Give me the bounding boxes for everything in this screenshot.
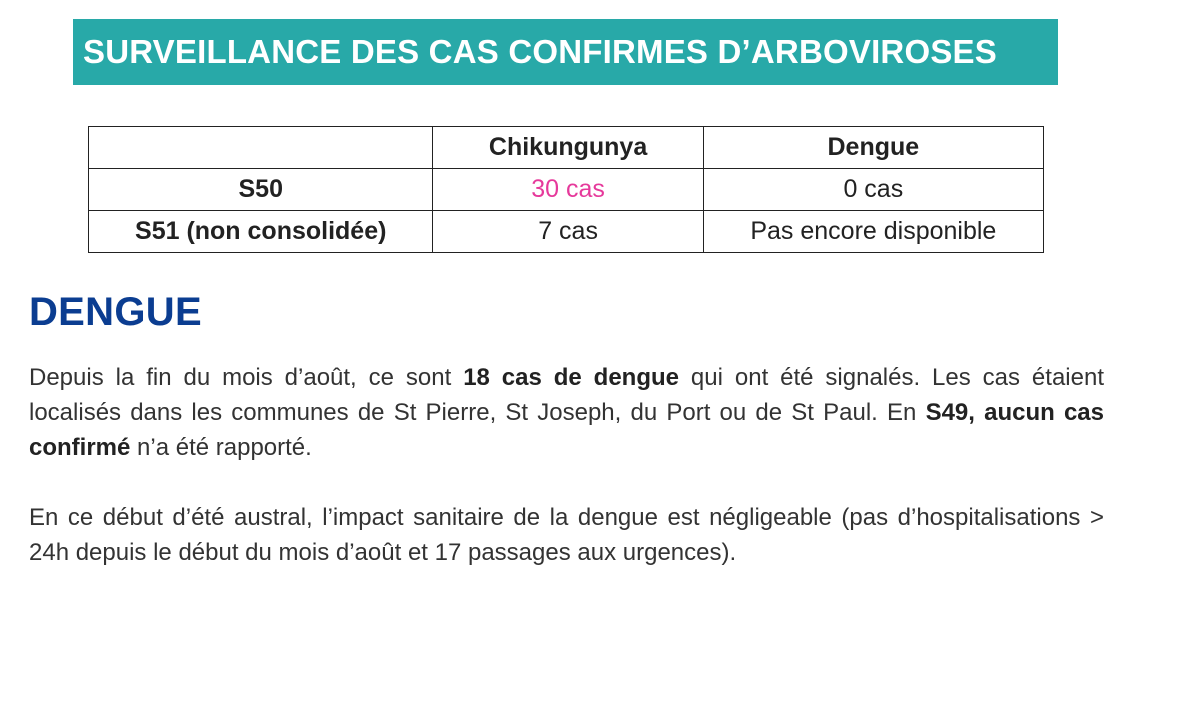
paragraph-bold-text: S49, aucun cas confirmé <box>29 399 1105 461</box>
table-row <box>89 169 1044 211</box>
table-header-empty <box>89 127 433 169</box>
title-banner <box>73 19 1058 85</box>
cell-s51-dengue: Pas encore disponible <box>703 211 1043 253</box>
paragraph-health-impact: En ce début d’été austral, l’impact sanitaire de la dengue est négligeable (pas d’hospitalisations > 24h depuis le début du mois d’août et 17 passages aux urgences). <box>29 504 1104 566</box>
table-header-chikungunya: Chikungunya <box>433 127 703 169</box>
cell-s51-chikungunya: 7 cas <box>433 211 703 253</box>
table-row <box>89 211 1044 253</box>
paragraph-text: qui ont été signalés. Les cas étaient localisés dans les communes de St Pierre, St Joseph, du Port ou de St Paul. En <box>29 364 1104 426</box>
table-header-dengue: Dengue <box>703 127 1043 169</box>
cases-table <box>88 126 1044 253</box>
paragraph-text: n’a été rapporté. <box>130 434 312 461</box>
paragraph-dengue-cases <box>29 360 1104 465</box>
paragraph-text: Depuis la fin du mois d’août, ce sont <box>29 364 464 391</box>
section-title-dengue: DENGUE <box>29 290 202 334</box>
row-label-s51: S51 (non consolidée) <box>89 211 433 253</box>
paragraph-bold-text: 18 cas de dengue <box>463 364 680 391</box>
cell-s50-dengue: 0 cas <box>703 169 1043 211</box>
table-header-row <box>89 127 1044 169</box>
cell-s50-chikungunya: 30 cas <box>433 169 703 211</box>
row-label-s50: S50 <box>89 169 433 211</box>
banner-title: SURVEILLANCE DES CAS CONFIRMES D’ARBOVIROSES <box>83 33 997 70</box>
